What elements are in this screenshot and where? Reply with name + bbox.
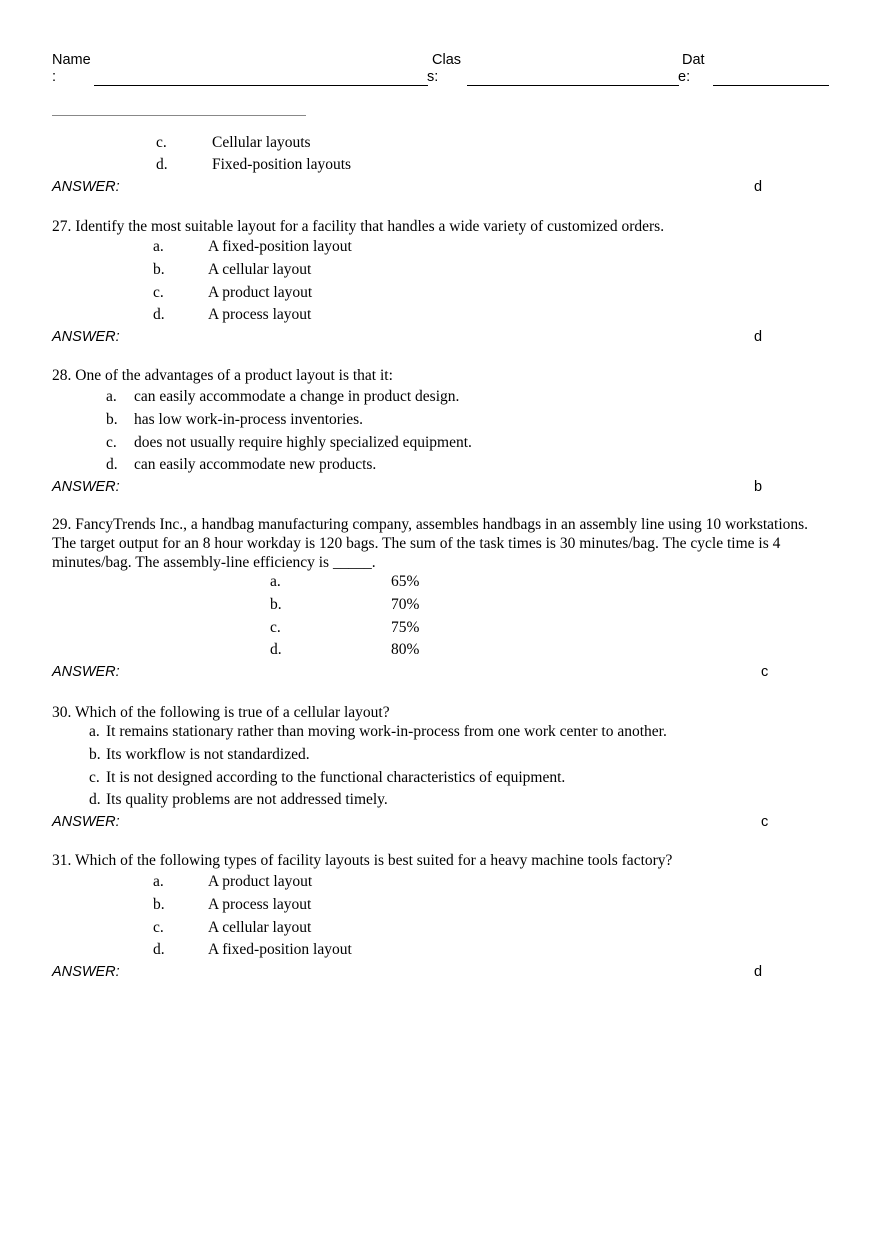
option-text: 80% — [391, 641, 420, 658]
option-letter: c. — [106, 434, 117, 451]
option-text: A fixed-position layout — [208, 238, 352, 255]
option-letter: a. — [153, 238, 164, 255]
name-field[interactable] — [94, 85, 428, 86]
class-label-bottom: s: — [427, 69, 439, 85]
option-text: A process layout — [208, 306, 312, 323]
option-text: does not usually require highly specialized equipment. — [134, 434, 472, 451]
option-text: It is not designed according to the functional characteristics of equipment. — [106, 769, 566, 786]
answer-value: d — [754, 329, 763, 345]
option-text: A cellular layout — [208, 919, 312, 936]
option-text: Its quality problems are not addressed timely. — [106, 791, 388, 808]
option-text: A fixed-position layout — [208, 941, 352, 958]
name-label-top: Name — [52, 52, 91, 68]
option-text: A product layout — [208, 873, 313, 890]
option-letter: b. — [153, 261, 165, 278]
date-label-bottom: e: — [678, 69, 691, 85]
answer-value: c — [761, 814, 769, 830]
question-stem-line-2: The target output for an 8 hour workday is 120 bags. The sum of the task times is 30 minutes/bag. The cycle time is 4 — [52, 535, 781, 552]
option-letter: c. — [270, 619, 281, 636]
answer-value: b — [754, 479, 763, 495]
option-letter: b. — [153, 896, 165, 913]
separator-line — [52, 115, 306, 116]
option-letter: d. — [153, 941, 165, 958]
date-label-top: Dat — [682, 52, 705, 68]
option-letter: a. — [270, 573, 281, 590]
option-letter: a. — [106, 388, 117, 405]
option-letter: b. — [106, 411, 118, 428]
option-text: 75% — [391, 619, 420, 636]
answer-label: ANSWER: — [52, 479, 120, 495]
option-text: 65% — [391, 573, 420, 590]
option-text: can easily accommodate new products. — [134, 456, 377, 473]
option-letter: a. — [153, 873, 164, 890]
option-text: Cellular layouts — [212, 134, 311, 151]
option-text: has low work-in-process inventories. — [134, 411, 364, 428]
option-letter: d. — [89, 791, 101, 808]
answer-label: ANSWER: — [52, 329, 120, 345]
option-letter: b. — [270, 596, 282, 613]
option-letter: c. — [156, 134, 167, 151]
option-letter: d. — [106, 456, 118, 473]
question-stem: 27. Identify the most suitable layout for a facility that handles a wide variety of customized orders. — [52, 218, 665, 235]
option-letter: c. — [153, 284, 164, 301]
date-field[interactable] — [713, 85, 829, 86]
question-stem-line-3: minutes/bag. The assembly-line efficiency is _____. — [52, 554, 376, 571]
option-letter: d. — [153, 306, 165, 323]
option-letter: b. — [89, 746, 101, 763]
option-letter: d. — [270, 641, 282, 658]
answer-label: ANSWER: — [52, 814, 120, 830]
option-text: 70% — [391, 596, 420, 613]
option-text: Fixed-position layouts — [212, 156, 352, 173]
option-letter: c. — [89, 769, 100, 786]
question-stem-line-1: 29. FancyTrends Inc., a handbag manufacturing company, assembles handbags in an assembly line using 10 workstations. — [52, 516, 809, 533]
option-text: It remains stationary rather than moving work-in-process from one work center to another. — [106, 723, 667, 740]
option-letter: a. — [89, 723, 100, 740]
option-text: A product layout — [208, 284, 313, 301]
answer-label: ANSWER: — [52, 964, 120, 980]
option-letter: d. — [156, 156, 168, 173]
option-text: A process layout — [208, 896, 312, 913]
answer-label: ANSWER: — [52, 664, 120, 680]
question-stem: 31. Which of the following types of facility layouts is best suited for a heavy machine tools factory? — [52, 852, 673, 869]
question-stem: 28. One of the advantages of a product layout is that it: — [52, 367, 393, 384]
question-stem: 30. Which of the following is true of a cellular layout? — [52, 704, 390, 721]
answer-value: d — [754, 964, 763, 980]
option-text: A cellular layout — [208, 261, 312, 278]
answer-value: c — [761, 664, 769, 680]
option-text: Its workflow is not standardized. — [106, 746, 310, 763]
answer-label: ANSWER: — [52, 179, 120, 195]
name-label-bottom: : — [52, 69, 57, 85]
answer-value: d — [754, 179, 763, 195]
option-text: can easily accommodate a change in product design. — [134, 388, 460, 405]
class-field[interactable] — [467, 85, 679, 86]
option-letter: c. — [153, 919, 164, 936]
class-label-top: Clas — [432, 52, 462, 68]
